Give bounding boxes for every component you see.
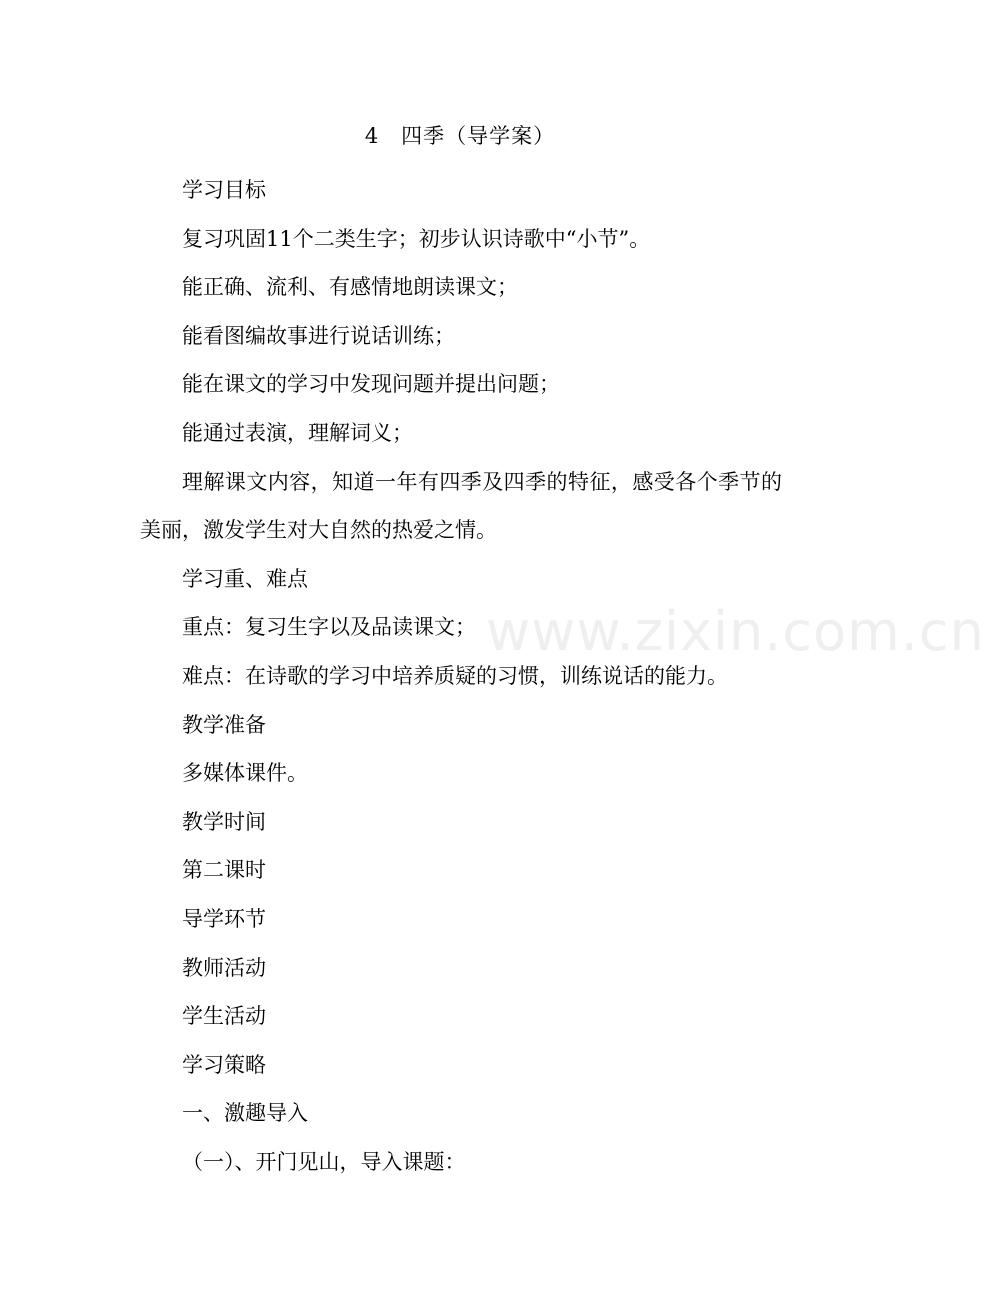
paragraph-preparation-heading: 教学准备 bbox=[182, 712, 266, 737]
paragraph-key-point: 重点：复习生字以及品读课文； bbox=[182, 615, 476, 640]
paragraph-difficult-point: 难点：在诗歌的学习中培养质疑的习惯，训练说话的能力。 bbox=[182, 663, 728, 688]
paragraph-stage-heading: 导学环节 bbox=[182, 906, 266, 931]
paragraph-goal-4: 能在课文的学习中发现问题并提出问题； bbox=[182, 372, 560, 397]
paragraph-time-heading: 教学时间 bbox=[182, 809, 266, 834]
paragraph-goal-3: 能看图编故事进行说话训练； bbox=[182, 323, 455, 348]
document-body bbox=[140, 166, 782, 1186]
document-title: 4 四季（导学案） bbox=[364, 124, 556, 148]
watermark: www.zixin.com.cn bbox=[486, 600, 985, 663]
paragraph-subsection-1: （一）、开门见山，导入课题： bbox=[182, 1149, 466, 1174]
paragraph-learning-goals-heading: 学习目标 bbox=[182, 178, 266, 202]
paragraph-learning-strategy: 学习策略 bbox=[182, 1052, 266, 1077]
paragraph-key-points-heading: 学习重、难点 bbox=[182, 566, 308, 591]
paragraph-goal-2: 能正确、流利、有感情地朗读课文； bbox=[182, 275, 518, 300]
paragraph-teacher-activity: 教师活动 bbox=[182, 955, 266, 980]
paragraph-preparation: 多媒体课件。 bbox=[182, 761, 308, 786]
paragraph-section-1: 一、激趣导入 bbox=[182, 1101, 308, 1126]
paragraph-goal-1: 复习巩固11个二类生字；初步认识诗歌中“小节”。 bbox=[182, 226, 651, 251]
paragraph-goal-5: 能通过表演，理解词义； bbox=[182, 420, 413, 445]
paragraph-student-activity: 学生活动 bbox=[182, 1004, 266, 1029]
paragraph-goal-6: 理解课文内容，知道一年有四季及四季的特征，感受各个季节的美丽，激发学生对大自然的热爱之情。 bbox=[140, 469, 782, 543]
paragraph-time: 第二课时 bbox=[182, 858, 266, 883]
